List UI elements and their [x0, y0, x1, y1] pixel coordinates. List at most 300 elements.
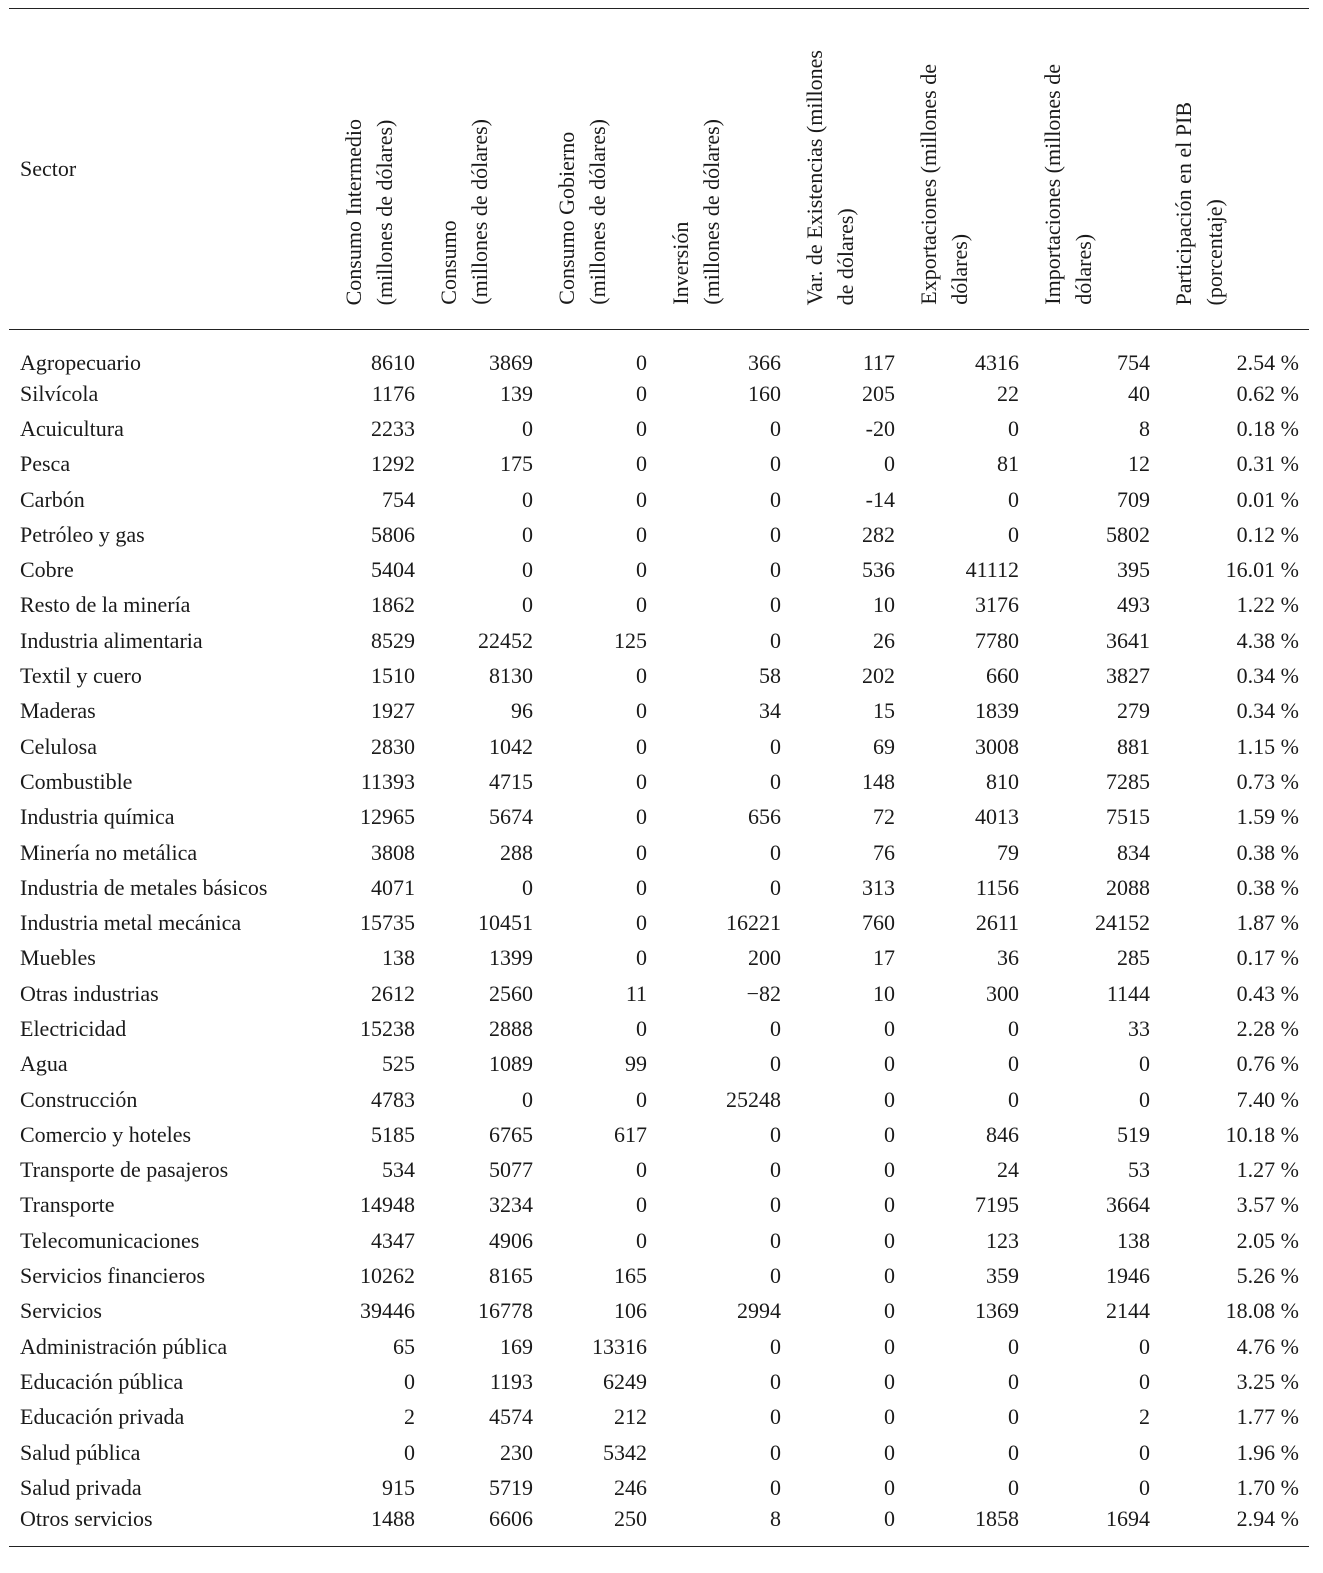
sector-name: Telecomunicaciones — [20, 1227, 200, 1253]
cell-exportaciones: 7780 — [975, 627, 1019, 653]
cell-inversion: 0 — [770, 1404, 781, 1430]
cell-participacion-pib: 2.28 % — [1236, 1015, 1299, 1041]
cell-consumo-intermedio: 2830 — [371, 733, 415, 759]
cell-importaciones: 0 — [1139, 1439, 1150, 1465]
cell-participacion-pib: 1.77 % — [1236, 1404, 1299, 1430]
table-row — [9, 729, 1309, 764]
cell-consumo-intermedio: 2233 — [371, 415, 415, 441]
cell-inversion: 0 — [770, 1157, 781, 1183]
cell-var-existencias: 72 — [873, 804, 895, 830]
cell-exportaciones: 0 — [1008, 521, 1019, 547]
cell-consumo-intermedio: 1927 — [371, 698, 415, 724]
cell-importaciones: 8 — [1139, 415, 1150, 441]
cell-inversion: 0 — [770, 1439, 781, 1465]
cell-consumo: 3869 — [489, 350, 533, 375]
cell-participacion-pib: 2.94 % — [1160, 1506, 1309, 1547]
cell-inversion: −82 — [746, 980, 781, 1006]
cell-var-existencias: 76 — [873, 839, 895, 865]
cell-exportaciones: 1858 — [905, 1506, 1029, 1547]
cell-var-existencias: 117 — [862, 350, 895, 375]
cell-consumo-gobierno: 106 — [614, 1298, 647, 1324]
cell-consumo: 8165 — [489, 1263, 533, 1289]
header-importaciones — [1029, 9, 1160, 330]
cell-participacion-pib: 1.27 % — [1236, 1157, 1299, 1183]
cell-consumo-gobierno: 0 — [636, 768, 647, 794]
cell-consumo-intermedio: 15238 — [360, 1015, 415, 1041]
cell-consumo-intermedio: 15735 — [360, 910, 415, 936]
sector-name: Servicios — [20, 1298, 102, 1324]
cell-inversion: 0 — [770, 1121, 781, 1147]
table-row — [9, 330, 1309, 377]
cell-participacion-pib: 7.40 % — [1236, 1086, 1299, 1112]
header-line: Importaciones (millones de — [1040, 64, 1065, 305]
cell-participacion-pib: 0.31 % — [1236, 451, 1299, 477]
sector-name: Otras industrias — [20, 980, 159, 1006]
cell-importaciones: 40 — [1128, 380, 1150, 406]
cell-inversion: 160 — [748, 380, 781, 406]
header-line: Consumo Gobierno — [554, 132, 579, 305]
cell-consumo-gobierno: 0 — [636, 804, 647, 830]
cell-importaciones: 3641 — [1106, 627, 1150, 653]
cell-consumo: 230 — [500, 1439, 533, 1465]
cell-importaciones: 0 — [1139, 1333, 1150, 1359]
table-row — [9, 1047, 1309, 1082]
header-label — [913, 64, 975, 305]
cell-consumo-intermedio: 915 — [382, 1474, 415, 1500]
table-row — [9, 1400, 1309, 1435]
cell-consumo-gobierno: 0 — [636, 874, 647, 900]
cell-var-existencias: 536 — [862, 557, 895, 583]
cell-var-existencias: 282 — [862, 521, 895, 547]
cell-importaciones: 2088 — [1106, 874, 1150, 900]
cell-consumo-intermedio: 65 — [393, 1333, 415, 1359]
header-line: Participación en el PIB — [1171, 101, 1196, 305]
header-label — [1168, 102, 1230, 305]
cell-exportaciones: 2611 — [975, 910, 1019, 936]
header-label — [665, 119, 727, 305]
table-row — [9, 1223, 1309, 1258]
cell-importaciones: 53 — [1128, 1157, 1150, 1183]
cell-consumo-gobierno: 0 — [636, 1157, 647, 1183]
cell-consumo-gobierno: 0 — [636, 592, 647, 618]
sector-name: Agropecuario — [20, 350, 141, 375]
cell-var-existencias: 0 — [884, 1227, 895, 1253]
header-label — [433, 119, 495, 305]
cell-consumo-gobierno: 11 — [625, 980, 647, 1006]
header-sector: Sector — [9, 9, 330, 330]
cell-exportaciones: 0 — [1008, 1333, 1019, 1359]
sector-name: Otros servicios — [9, 1506, 330, 1547]
cell-participacion-pib: 1.59 % — [1236, 804, 1299, 830]
cell-inversion: 0 — [770, 1333, 781, 1359]
sector-name: Petróleo y gas — [20, 521, 145, 547]
cell-consumo-gobierno: 212 — [614, 1404, 647, 1430]
table-row — [9, 1117, 1309, 1152]
cell-consumo-gobierno: 165 — [614, 1263, 647, 1289]
cell-inversion: 8 — [657, 1506, 791, 1547]
table-row — [9, 1011, 1309, 1046]
cell-consumo: 4574 — [489, 1404, 533, 1430]
table-row — [9, 376, 1309, 411]
cell-exportaciones: 1369 — [975, 1298, 1019, 1324]
cell-consumo: 0 — [522, 1086, 533, 1112]
cell-consumo-gobierno: 99 — [625, 1051, 647, 1077]
sector-name: Comercio y hoteles — [20, 1121, 192, 1147]
cell-consumo-gobierno: 0 — [636, 451, 647, 477]
table-row — [9, 764, 1309, 799]
cell-exportaciones: 0 — [1008, 1439, 1019, 1465]
cell-inversion: 0 — [770, 768, 781, 794]
cell-consumo-gobierno: 0 — [636, 1015, 647, 1041]
sector-name: Electricidad — [20, 1015, 127, 1041]
table-row — [9, 835, 1309, 870]
cell-exportaciones: 1839 — [975, 698, 1019, 724]
cell-importaciones: 709 — [1117, 486, 1150, 512]
cell-participacion-pib: 0.01 % — [1236, 486, 1299, 512]
header-label — [1037, 64, 1099, 305]
header-line: (millones de dólares) — [467, 119, 492, 305]
table-row — [9, 552, 1309, 587]
header-line: Inversión — [668, 221, 693, 305]
cell-consumo: 1399 — [489, 945, 533, 971]
cell-inversion: 656 — [748, 804, 781, 830]
cell-importaciones: 0 — [1139, 1474, 1150, 1500]
cell-consumo: 4715 — [489, 768, 533, 794]
cell-participacion-pib: 2.05 % — [1236, 1227, 1299, 1253]
cell-exportaciones: 24 — [997, 1157, 1019, 1183]
cell-consumo-gobierno: 0 — [636, 733, 647, 759]
sector-name: Servicios financieros — [20, 1263, 206, 1289]
cell-exportaciones: 123 — [986, 1227, 1019, 1253]
cell-participacion-pib: 0.76 % — [1236, 1051, 1299, 1077]
cell-exportaciones: 0 — [1008, 415, 1019, 441]
cell-exportaciones: 0 — [1008, 1015, 1019, 1041]
cell-consumo-intermedio: 5185 — [371, 1121, 415, 1147]
sector-name: Acuicultura — [20, 415, 124, 441]
cell-var-existencias: 10 — [873, 592, 895, 618]
cell-consumo-gobierno: 0 — [636, 1192, 647, 1218]
cell-exportaciones: 359 — [986, 1263, 1019, 1289]
cell-consumo: 22452 — [478, 627, 533, 653]
cell-var-existencias: 0 — [884, 1368, 895, 1394]
cell-var-existencias: 26 — [873, 627, 895, 653]
cell-consumo: 1089 — [489, 1051, 533, 1077]
sector-name: Resto de la minería — [20, 592, 191, 618]
cell-consumo-gobierno: 0 — [636, 557, 647, 583]
cell-importaciones: 0 — [1139, 1368, 1150, 1394]
cell-importaciones: 395 — [1117, 557, 1150, 583]
table-row — [9, 447, 1309, 482]
cell-exportaciones: 1156 — [975, 874, 1019, 900]
cell-consumo-intermedio: 8610 — [371, 350, 415, 375]
cell-importaciones: 3827 — [1106, 663, 1150, 689]
cell-exportaciones: 0 — [1008, 1051, 1019, 1077]
cell-consumo-intermedio: 1862 — [371, 592, 415, 618]
sector-name: Salud pública — [20, 1439, 141, 1465]
sector-name: Industria metal mecánica — [20, 910, 242, 936]
header-line: (millones de dólares) — [585, 119, 610, 305]
table-row — [9, 1435, 1309, 1470]
cell-consumo: 5077 — [489, 1157, 533, 1183]
sector-name: Silvícola — [20, 380, 99, 406]
cell-consumo-intermedio: 1488 — [330, 1506, 425, 1547]
sector-name: Educación privada — [20, 1404, 185, 1430]
cell-participacion-pib: 1.70 % — [1236, 1474, 1299, 1500]
cell-consumo-gobierno: 0 — [636, 521, 647, 547]
sector-name: Cobre — [20, 557, 74, 583]
cell-consumo-intermedio: 1292 — [371, 451, 415, 477]
header-consumo — [425, 9, 543, 330]
cell-exportaciones: 4316 — [975, 350, 1019, 375]
table-row — [9, 870, 1309, 905]
sector-name: Industria alimentaria — [20, 627, 203, 653]
header-line: Consumo — [436, 220, 461, 305]
cell-exportaciones: 0 — [1008, 1086, 1019, 1112]
table-row — [9, 411, 1309, 446]
table-row — [9, 1506, 1309, 1547]
cell-inversion: 0 — [770, 1051, 781, 1077]
cell-var-existencias: 0 — [884, 1333, 895, 1359]
cell-consumo-gobierno: 0 — [636, 380, 647, 406]
cell-consumo-intermedio: 2 — [404, 1404, 415, 1430]
table-row — [9, 588, 1309, 623]
header-var-existencias — [791, 9, 905, 330]
cell-exportaciones: 79 — [997, 839, 1019, 865]
cell-participacion-pib: 0.34 % — [1236, 698, 1299, 724]
header-label — [799, 50, 861, 305]
cell-consumo-intermedio: 14948 — [360, 1192, 415, 1218]
cell-importaciones: 754 — [1117, 350, 1150, 375]
table-row — [9, 1153, 1309, 1188]
cell-consumo: 0 — [522, 592, 533, 618]
cell-importaciones: 1144 — [1106, 980, 1150, 1006]
sector-name: Transporte — [20, 1192, 115, 1218]
header-line: Consumo Intermedio — [341, 118, 366, 305]
cell-consumo-gobierno: 0 — [636, 415, 647, 441]
table-row — [9, 623, 1309, 658]
cell-var-existencias: 17 — [873, 945, 895, 971]
table-row — [9, 694, 1309, 729]
sector-name: Celulosa — [20, 733, 97, 759]
cell-consumo: 3234 — [489, 1192, 533, 1218]
table-row — [9, 1082, 1309, 1117]
cell-importaciones: 12 — [1128, 451, 1150, 477]
cell-inversion: 0 — [770, 874, 781, 900]
cell-participacion-pib: 3.57 % — [1236, 1192, 1299, 1218]
cell-consumo-intermedio: 39446 — [360, 1298, 415, 1324]
cell-exportaciones: 41112 — [965, 557, 1019, 583]
cell-exportaciones: 0 — [1008, 1404, 1019, 1430]
cell-consumo: 5719 — [489, 1474, 533, 1500]
cell-importaciones: 24152 — [1095, 910, 1150, 936]
sector-name: Pesca — [20, 451, 71, 477]
cell-var-existencias: 202 — [862, 663, 895, 689]
cell-consumo: 0 — [522, 415, 533, 441]
cell-consumo: 175 — [500, 451, 533, 477]
cell-participacion-pib: 10.18 % — [1225, 1121, 1299, 1147]
cell-consumo: 96 — [511, 698, 533, 724]
cell-consumo-gobierno: 250 — [543, 1506, 657, 1547]
cell-inversion: 58 — [759, 663, 781, 689]
cell-importaciones: 834 — [1117, 839, 1150, 865]
cell-inversion: 0 — [770, 557, 781, 583]
cell-participacion-pib: 0.38 % — [1236, 839, 1299, 865]
cell-inversion: 0 — [770, 839, 781, 865]
cell-participacion-pib: 4.38 % — [1236, 627, 1299, 653]
cell-var-existencias: 69 — [873, 733, 895, 759]
table-row — [9, 800, 1309, 835]
sector-name: Educación pública — [20, 1368, 184, 1394]
cell-var-existencias: 0 — [884, 1439, 895, 1465]
cell-inversion: 0 — [770, 733, 781, 759]
table-row — [9, 517, 1309, 552]
cell-exportaciones: 22 — [997, 380, 1019, 406]
cell-importaciones: 2144 — [1106, 1298, 1150, 1324]
header-consumo-gobierno — [543, 9, 657, 330]
header-label — [551, 119, 613, 305]
cell-participacion-pib: 0.38 % — [1236, 874, 1299, 900]
cell-inversion: 0 — [770, 451, 781, 477]
cell-consumo: 2888 — [489, 1015, 533, 1041]
cell-participacion-pib: 0.34 % — [1236, 663, 1299, 689]
cell-consumo-intermedio: 0 — [404, 1439, 415, 1465]
cell-consumo-intermedio: 4071 — [371, 874, 415, 900]
cell-exportaciones: 4013 — [975, 804, 1019, 830]
cell-consumo-gobierno: 0 — [636, 839, 647, 865]
cell-participacion-pib: 18.08 % — [1225, 1298, 1299, 1324]
header-line: Exportaciones (millones de — [916, 64, 941, 305]
cell-var-existencias: 0 — [884, 1474, 895, 1500]
sector-name: Textil y cuero — [20, 663, 142, 689]
header-line: dólares) — [947, 234, 972, 305]
cell-participacion-pib: 0.43 % — [1236, 980, 1299, 1006]
cell-importaciones: 0 — [1139, 1086, 1150, 1112]
sector-name: Transporte de pasajeros — [20, 1157, 229, 1183]
cell-var-existencias: 0 — [884, 1298, 895, 1324]
cell-participacion-pib: 1.15 % — [1236, 733, 1299, 759]
cell-consumo-intermedio: 0 — [404, 1368, 415, 1394]
cell-consumo-gobierno: 0 — [636, 1227, 647, 1253]
cell-consumo-intermedio: 138 — [382, 945, 415, 971]
cell-exportaciones: 36 — [997, 945, 1019, 971]
cell-inversion: 0 — [770, 1015, 781, 1041]
cell-inversion: 200 — [748, 945, 781, 971]
cell-participacion-pib: 1.22 % — [1236, 592, 1299, 618]
cell-importaciones: 7285 — [1106, 768, 1150, 794]
table-row — [9, 1470, 1309, 1505]
header-inversion — [657, 9, 791, 330]
cell-participacion-pib: 0.18 % — [1236, 415, 1299, 441]
table-row — [9, 1258, 1309, 1293]
cell-consumo: 6606 — [425, 1506, 543, 1547]
cell-inversion: 0 — [770, 415, 781, 441]
header-line: (porcentaje) — [1202, 198, 1227, 305]
cell-exportaciones: 810 — [986, 768, 1019, 794]
cell-consumo: 2560 — [489, 980, 533, 1006]
sector-name: Minería no metálica — [20, 839, 198, 865]
cell-var-existencias: 313 — [862, 874, 895, 900]
cell-var-existencias: -14 — [865, 486, 895, 512]
table-body — [9, 330, 1309, 1547]
cell-consumo-intermedio: 4347 — [371, 1227, 415, 1253]
cell-consumo-gobierno: 0 — [636, 698, 647, 724]
cell-participacion-pib: 1.87 % — [1236, 910, 1299, 936]
header-exportaciones — [905, 9, 1029, 330]
cell-consumo: 10451 — [478, 910, 533, 936]
cell-inversion: 34 — [759, 698, 781, 724]
cell-consumo-gobierno: 0 — [636, 350, 647, 375]
cell-consumo-intermedio: 4783 — [371, 1086, 415, 1112]
cell-importaciones: 33 — [1128, 1015, 1150, 1041]
cell-inversion: 0 — [770, 1227, 781, 1253]
cell-exportaciones: 300 — [986, 980, 1019, 1006]
cell-var-existencias: 0 — [884, 1157, 895, 1183]
cell-importaciones: 2 — [1139, 1404, 1150, 1430]
cell-consumo-intermedio: 5404 — [371, 557, 415, 583]
cell-participacion-pib: 0.62 % — [1236, 380, 1299, 406]
cell-inversion: 25248 — [726, 1086, 781, 1112]
cell-exportaciones: 846 — [986, 1121, 1019, 1147]
table-row — [9, 976, 1309, 1011]
cell-var-existencias: 0 — [884, 1404, 895, 1430]
cell-var-existencias: 0 — [884, 1263, 895, 1289]
cell-exportaciones: 3176 — [975, 592, 1019, 618]
cell-importaciones: 138 — [1117, 1227, 1150, 1253]
cell-consumo-intermedio: 11393 — [360, 768, 415, 794]
cell-importaciones: 5802 — [1106, 521, 1150, 547]
cell-consumo-intermedio: 12965 — [360, 804, 415, 830]
cell-participacion-pib: 0.12 % — [1236, 521, 1299, 547]
cell-consumo: 139 — [500, 380, 533, 406]
cell-participacion-pib: 16.01 % — [1225, 557, 1299, 583]
cell-importaciones: 493 — [1117, 592, 1150, 618]
cell-consumo-gobierno: 246 — [614, 1474, 647, 1500]
header-consumo-intermedio — [330, 9, 425, 330]
sector-name: Administración pública — [20, 1333, 228, 1359]
cell-consumo: 1042 — [489, 733, 533, 759]
cell-participacion-pib: 3.25 % — [1236, 1368, 1299, 1394]
sector-name: Maderas — [20, 698, 96, 724]
cell-exportaciones: 81 — [997, 451, 1019, 477]
cell-consumo: 6765 — [489, 1121, 533, 1147]
cell-participacion-pib: 1.96 % — [1236, 1439, 1299, 1465]
cell-exportaciones: 0 — [1008, 1474, 1019, 1500]
cell-inversion: 0 — [770, 521, 781, 547]
cell-inversion: 0 — [770, 1192, 781, 1218]
cell-inversion: 0 — [770, 1368, 781, 1394]
cell-consumo: 288 — [500, 839, 533, 865]
table-row — [9, 1294, 1309, 1329]
table-header — [9, 9, 1309, 330]
cell-var-existencias: -20 — [865, 415, 895, 441]
cell-inversion: 0 — [770, 486, 781, 512]
table-row — [9, 941, 1309, 976]
table-row — [9, 1329, 1309, 1364]
cell-importaciones: 7515 — [1106, 804, 1150, 830]
sector-name: Combustible — [20, 768, 133, 794]
cell-var-existencias: 0 — [884, 1015, 895, 1041]
cell-importaciones: 1946 — [1106, 1263, 1150, 1289]
cell-consumo-gobierno: 0 — [636, 663, 647, 689]
table-row — [9, 1364, 1309, 1399]
header-line: (millones de dólares) — [699, 119, 724, 305]
cell-consumo: 0 — [522, 874, 533, 900]
cell-consumo: 16778 — [478, 1298, 533, 1324]
cell-var-existencias: 15 — [873, 698, 895, 724]
cell-consumo-intermedio: 2612 — [371, 980, 415, 1006]
cell-participacion-pib: 4.76 % — [1236, 1333, 1299, 1359]
cell-var-existencias: 10 — [873, 980, 895, 1006]
